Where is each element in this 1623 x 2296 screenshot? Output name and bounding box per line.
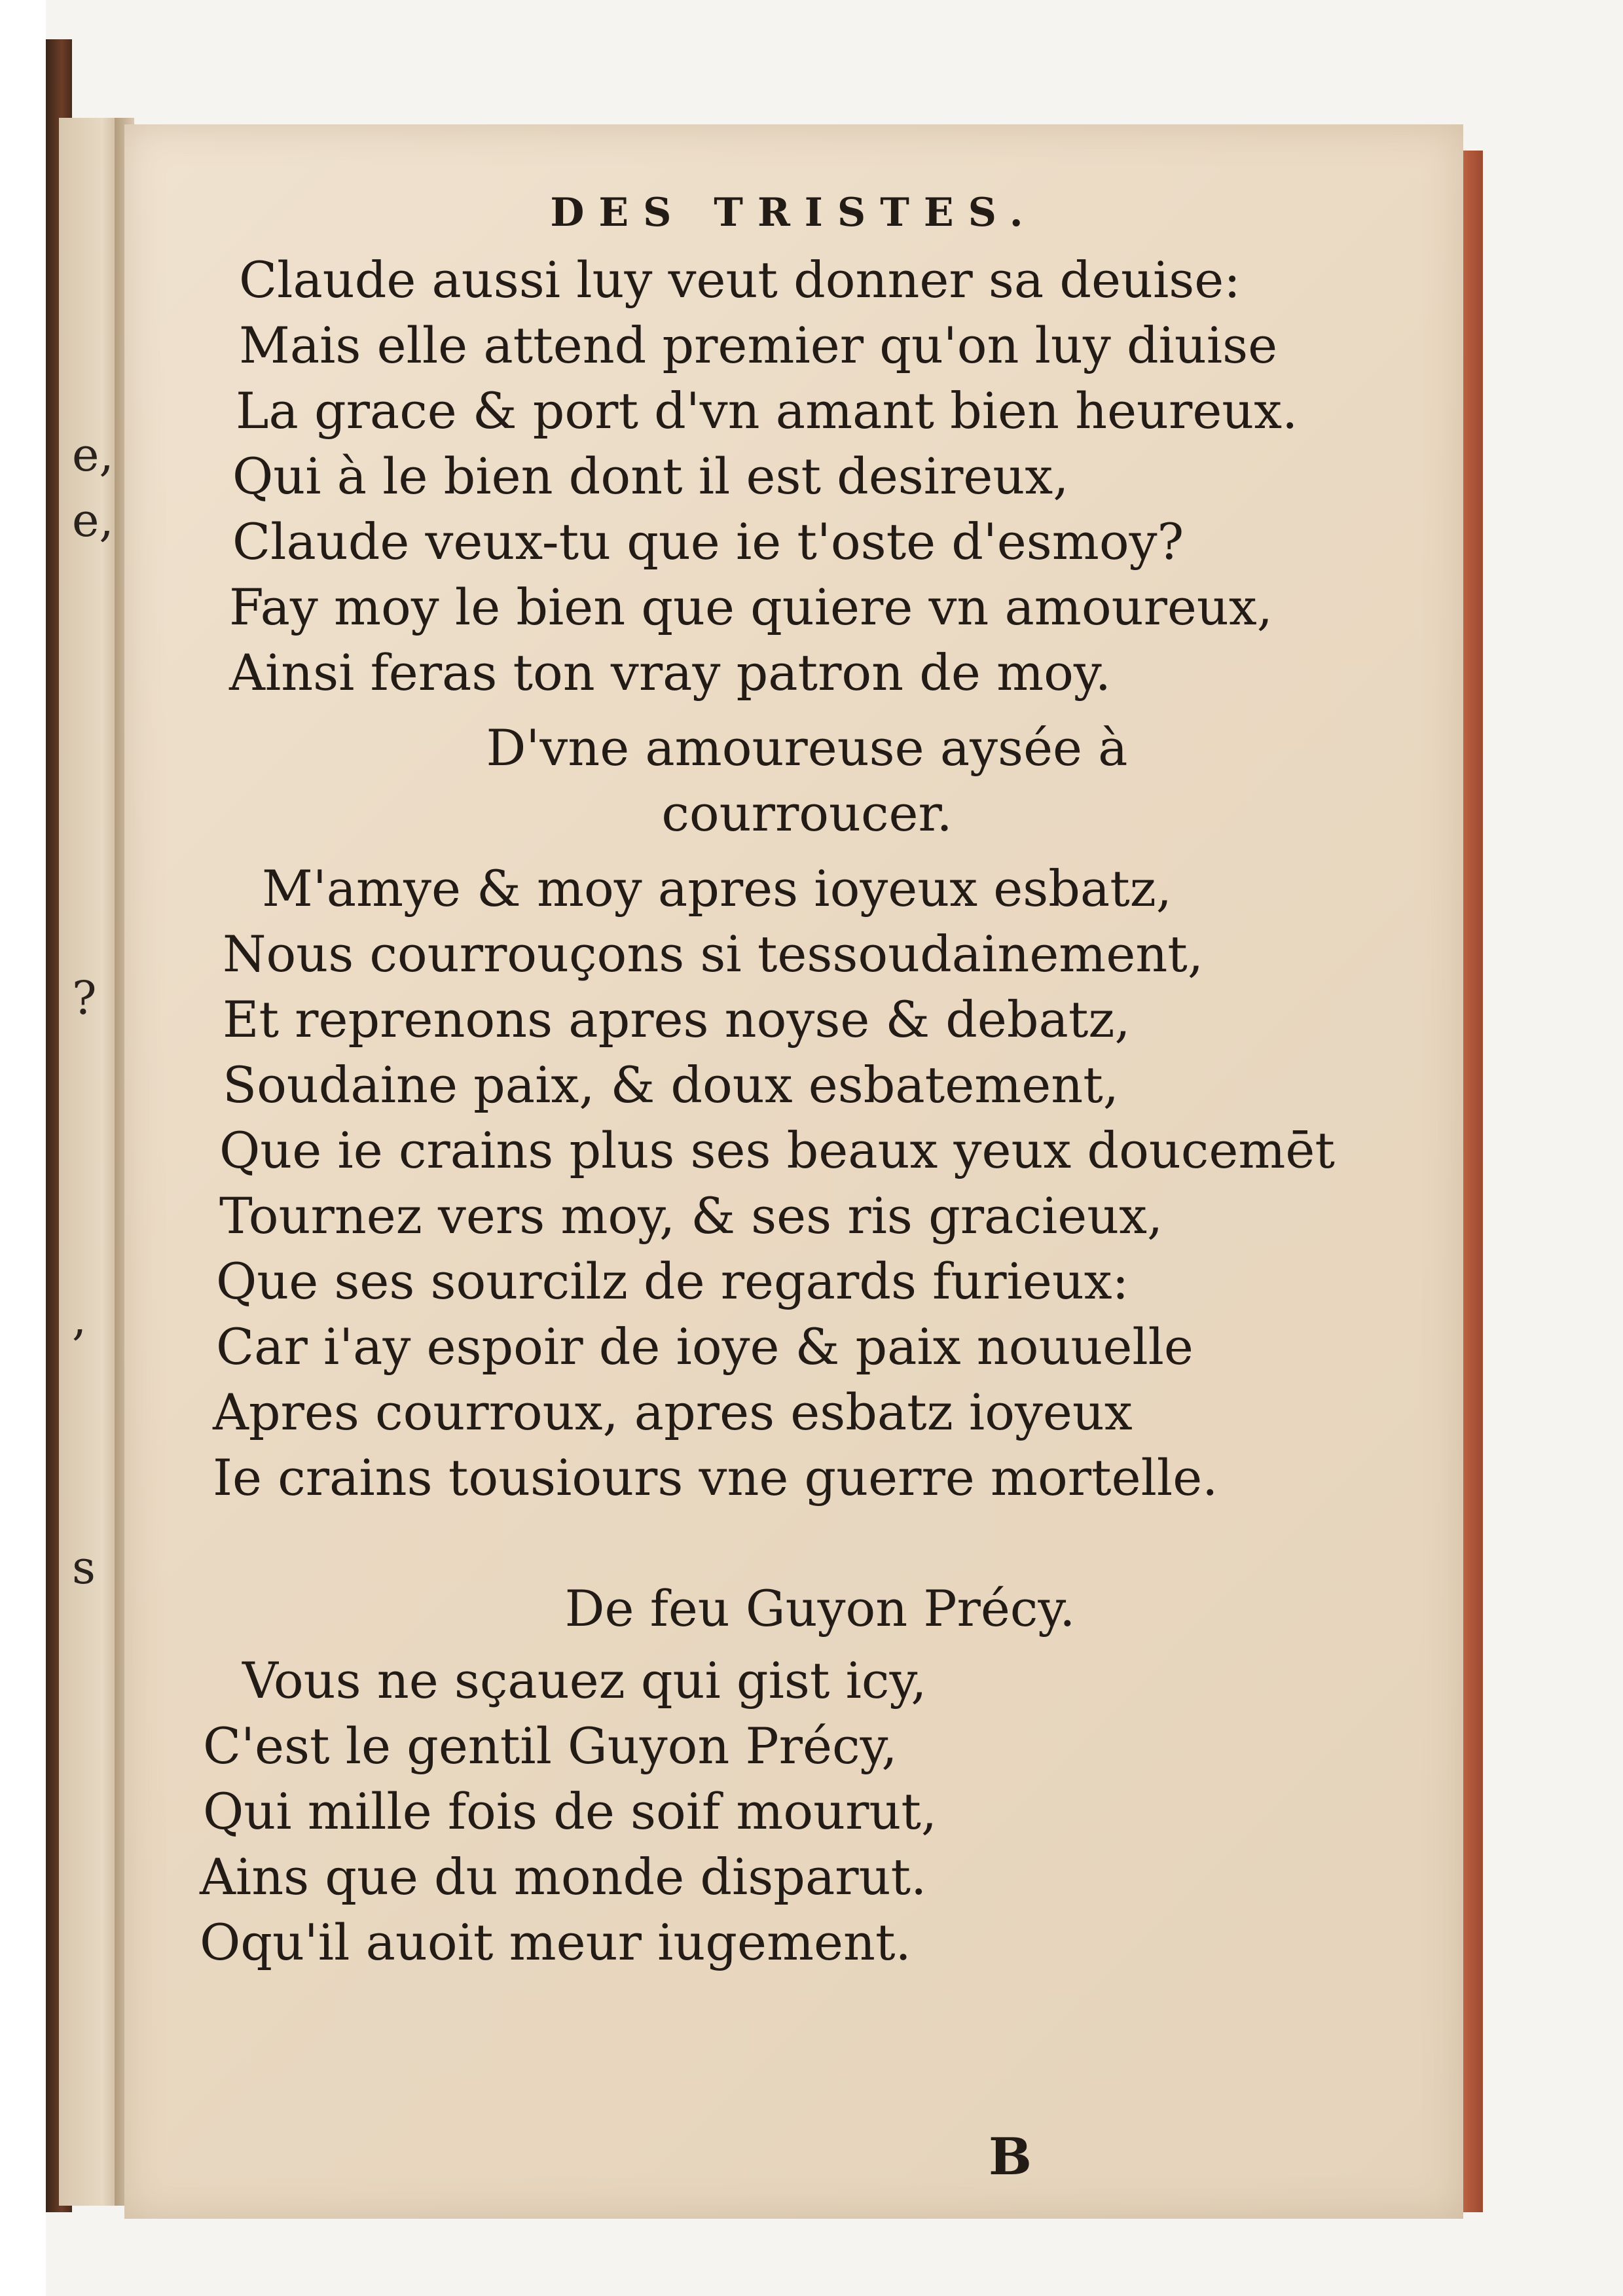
verse-line: Ains que du monde disparut. (200, 1848, 927, 1906)
verse-line: Que ie crains plus ses beaux yeux doucemēt (219, 1121, 1335, 1179)
verse-line: Vous ne sçauez qui gist icy, (242, 1651, 927, 1710)
running-head: DES TRISTES. (550, 190, 1038, 236)
poem-title-continued: courroucer. (661, 784, 953, 842)
photo-background-bottom (46, 2219, 1552, 2296)
verse-line: Mais elle attend premier qu'on luy diuise (239, 316, 1278, 374)
poem-title: D'vne amoureuse aysée à (486, 719, 1128, 777)
left-page-fragment: s (72, 1541, 96, 1594)
epitaph-title: De feu Guyon Précy. (564, 1579, 1076, 1638)
verse-line: Fay moy le bien que quiere vn amoureux, (229, 578, 1273, 636)
verse-line: C'est le gentil Guyon Précy, (203, 1717, 898, 1775)
signature-mark: B (989, 2127, 1032, 2187)
photo-background-edge (0, 0, 46, 2296)
verse-line: Et reprenons apres noyse & debatz, (223, 990, 1131, 1049)
right-page (124, 124, 1463, 2219)
verse-line: Qui mille fois de soif mourut, (203, 1782, 938, 1840)
verse-line: Claude aussi luy veut donner sa deuise: (239, 251, 1241, 309)
verse-line: Claude veux-tu que ie t'oste d'esmoy? (232, 512, 1184, 571)
verse-line: Ie crains tousiours vne guerre mortelle. (213, 1448, 1218, 1507)
verse-line: Apres courroux, apres esbatz ioyeux (213, 1383, 1133, 1441)
left-page-fragment: ? (72, 971, 97, 1025)
verse-line: Que ses sourcilz de regards furieux: (216, 1252, 1129, 1310)
verse-line: Car i'ay espoir de ioye & paix nouuelle (216, 1318, 1194, 1376)
left-page-fragment: e, (72, 493, 114, 547)
verse-line: Oqu'il auoit meur iugement. (200, 1913, 911, 1971)
verse-line: Soudaine paix, & doux esbatement, (223, 1056, 1119, 1114)
left-facing-page (59, 118, 121, 2206)
verse-line: M'amye & moy apres ioyeux esbatz, (262, 859, 1172, 918)
verse-line: Ainsi feras ton vray patron de moy. (229, 643, 1111, 702)
verse-line: Nous courrouçons si tessoudainement, (223, 925, 1203, 983)
verse-line: La grace & port d'vn amant bien heureux. (236, 382, 1298, 440)
verse-line: Tournez vers moy, & ses ris gracieux, (219, 1187, 1163, 1245)
left-page-fragment: , (72, 1292, 87, 1346)
left-page-fragment: e, (72, 428, 114, 482)
verse-line: Qui à le bien dont il est desireux, (232, 447, 1069, 505)
